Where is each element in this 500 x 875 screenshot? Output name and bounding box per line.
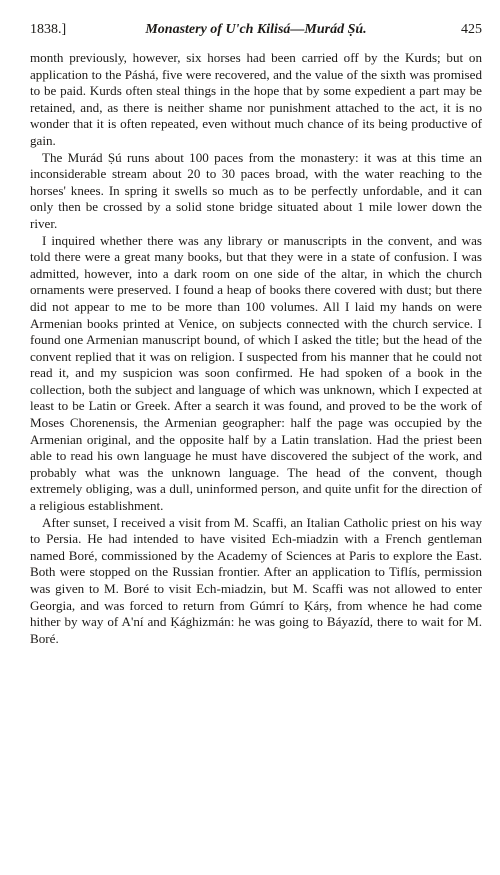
- paragraph-1: month previously, however, six horses had been carried off by the Kurds; but on application to the Páshá, five were recovered, and the value of the sixth was promised to be paid. Kurds often steal things in the hope that by some expedient a part may be retained, and, as there is neither shame nor punishment attached to the act, it is no wonder that it is often repeated, even without much chance of its being productive of gain.: [30, 50, 482, 148]
- body-text: [30, 50, 482, 647]
- page-number: 425: [461, 22, 482, 37]
- running-head: [30, 20, 482, 40]
- paragraph-2: The Murád Ṣú runs about 100 paces from the monastery: it was at this time an inconsiderable stream about 20 to 30 paces broad, with the water reaching to the horses' knees. In spring it swells so much as to be perfectly unfordable, and it can only then be crossed by a solid stone bridge situated about 1 mile lower down the river.: [30, 149, 482, 231]
- header-title: Monastery of U'ch Kilisá—Murád Ṣú.: [145, 22, 367, 37]
- paragraph-4: After sunset, I received a visit from M. Scaffi, an Italian Catholic priest on his way to Persia. He had intended to have visited Ech-miadzin with a French gentleman named Boré, commissioned by the Academy of Sciences at Paris to explore the East. Both were stopped on the Russian frontier. After an application to Tiflís, permission was given to M. Boré to visit Ech-miadzin, but M. Scaffi was not allowed to enter Georgia, and was forced to return from Gúmrí to Ḳárṣ, from whence he had come hither by way of A'ní and Ḳághizmán: he was going to Báyazíd, there to wait for M. Boré.: [30, 514, 482, 646]
- header-year: 1838.]: [30, 22, 67, 37]
- book-page: [30, 20, 482, 647]
- paragraph-3: I inquired whether there was any library or manuscripts in the convent, and was told there were a great many books, but that they were in a state of confusion. I was admitted, however, into a dark room on one side of the altar, in which the church ornaments were preserved. I found a heap of books there covered with dust; but there did not appear to me to be more than 100 volumes. All I laid my hands on were Armenian books printed at Venice, on subjects connected with the church service. I found one Armenian manuscript bound, of which I asked the title; but the head of the convent replied that it was on religion. I suspected from his manner that he could not read it, and my suspicion was soon confirmed. He had spoken of a book in the collection, both the subject and language of which was unknown, which I expected at least to be Latin or Greek. After a search it was found, and proved to be the work of Moses Chorenensis, the Armenian geographer: half the page was occupied by the Armenian original, and the opposite half by a Latin translation. Had the priest been able to read his own language he must have discovered the subject of the work, and probably what was the unknown language. The head of the convent, though extremely obliging, was a dull, uninformed person, and quite unfit for the direction of a religious establishment.: [30, 232, 482, 514]
